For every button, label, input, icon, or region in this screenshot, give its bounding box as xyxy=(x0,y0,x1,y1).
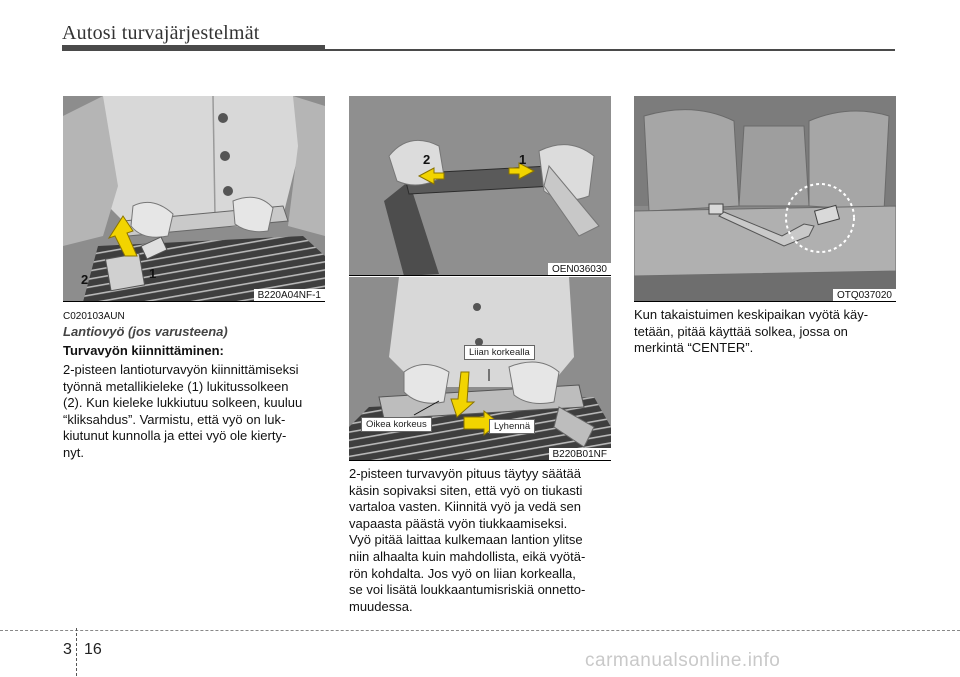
figure-code: OEN036030 xyxy=(548,263,611,276)
text-line: 2-pisteen lantioturvavyön kiinnittämiseksi xyxy=(63,362,299,377)
section-subheading: Lantiovyö (jos varusteena) xyxy=(63,324,228,339)
text-line: 2-pisteen turvavyön pituus täytyy säätää xyxy=(349,466,581,481)
text-line: nyt. xyxy=(63,444,84,460)
figure-rule xyxy=(63,301,325,302)
figure-rule xyxy=(349,275,611,276)
section-bold-heading: Turvavyön kiinnittäminen: xyxy=(63,343,224,358)
figure-belt-height xyxy=(349,277,611,461)
right-paragraph xyxy=(634,307,896,357)
figure-belt-adjustment xyxy=(349,96,611,276)
text-line: “kliksahdus”. Varmistu, että vyö on luk- xyxy=(63,411,286,427)
figure-code: OTQ037020 xyxy=(833,289,896,302)
text-line: työnnä metallikieleke (1) lukitussolkeen xyxy=(63,378,289,394)
page-section-number: 3 xyxy=(63,641,72,658)
footer-separator xyxy=(76,628,77,676)
figure-rule xyxy=(349,460,611,461)
page-number: 16 xyxy=(84,641,102,658)
text-line: muudessa. xyxy=(349,598,413,614)
text-line: Kun takaistuimen keskipaikan vyötä käy- xyxy=(634,307,869,322)
text-line: merkintä “CENTER”. xyxy=(634,340,754,356)
figure-lap-belt-fastening xyxy=(63,96,325,302)
marker-2: 2 xyxy=(423,152,431,167)
text-line: vapaasta päästä vyön tiukkaamiseksi. xyxy=(349,515,568,531)
text-line: tetään, pitää käyttää solkea, jossa on xyxy=(634,323,848,339)
rear-seat-illustration xyxy=(634,96,896,302)
figure-code: B220A04NF-1 xyxy=(254,289,325,302)
marker-1: 1 xyxy=(149,266,157,281)
left-paragraph xyxy=(63,362,325,462)
header-rule-thin xyxy=(325,49,895,51)
text-line: (2). Kun kieleke lukkiutuu solkeen, kuuluu xyxy=(63,395,303,411)
figure-rule xyxy=(634,301,896,302)
belt-height-illustration xyxy=(349,277,611,461)
figure-code: B220B01NF xyxy=(549,448,611,461)
watermark: carmanualsonline.info xyxy=(585,650,781,671)
marker-1: 1 xyxy=(519,152,527,167)
text-line: rön kohdalta. Jos vyö on liian korkealla, xyxy=(349,565,576,581)
label-too-high: Liian korkealla xyxy=(464,345,535,360)
page-header-title: Autosi turvajärjestelmät xyxy=(62,22,260,44)
label-shorten: Lyhennä xyxy=(489,419,535,434)
header-rule-thick xyxy=(62,45,325,51)
lap-belt-illustration xyxy=(63,96,325,302)
figure-rear-center-belt xyxy=(634,96,896,302)
text-line: se voi lisätä loukkaantumisriskiä onnetto- xyxy=(349,582,586,598)
belt-adjustment-illustration xyxy=(349,96,611,276)
text-line: Vyö pitää laittaa kulkemaan lantion ylitse xyxy=(349,532,583,548)
text-line: niin alhaalta kuin mahdollista, eikä vyötä- xyxy=(349,548,586,564)
text-line: kiutunut kunnolla ja ettei vyö ole kierty- xyxy=(63,428,287,444)
middle-paragraph xyxy=(349,466,611,615)
section-code: C020103AUN xyxy=(63,311,125,322)
label-correct-height: Oikea korkeus xyxy=(361,417,432,432)
text-line: vartaloa vasten. Kiinnitä vyö ja vedä sen xyxy=(349,499,581,515)
marker-2: 2 xyxy=(81,272,89,287)
text-line: käsin sopivaksi siten, että vyö on tiukasti xyxy=(349,482,583,498)
footer-dashed-rule xyxy=(0,630,960,631)
